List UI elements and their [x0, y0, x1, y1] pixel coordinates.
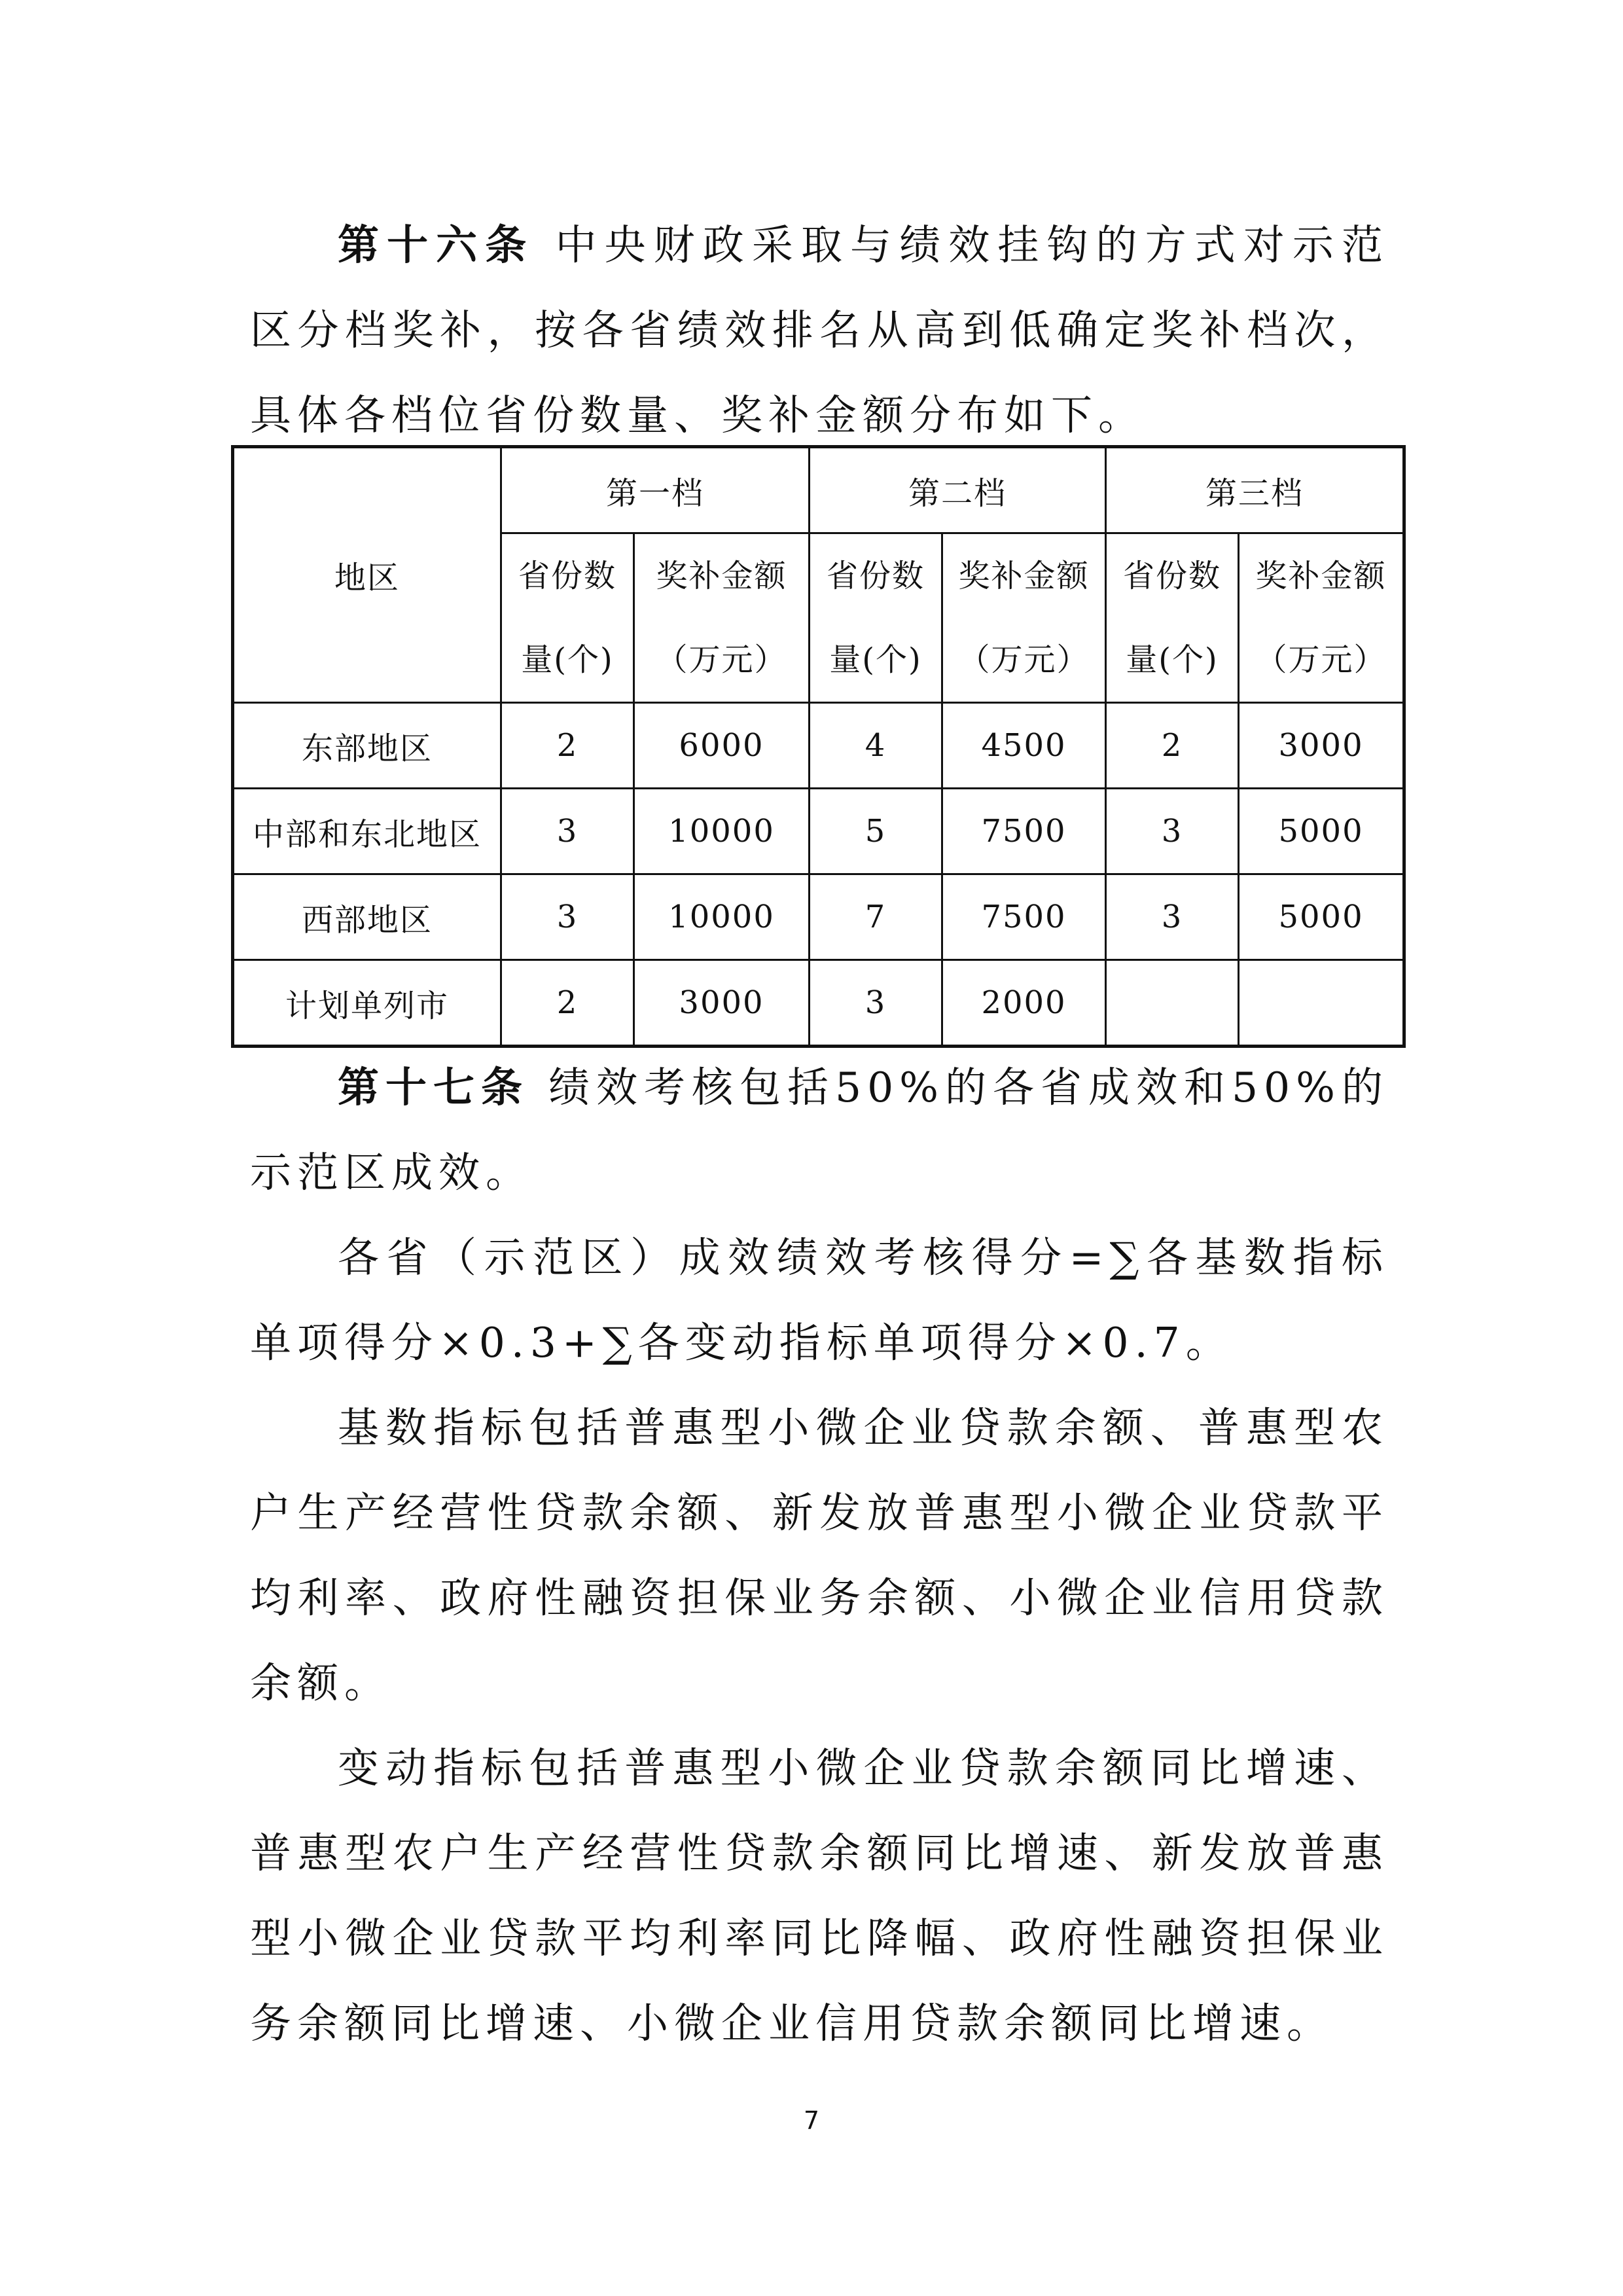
article-17-heading: 第十七条 — [338, 1064, 529, 1111]
tier-2-count-cell: 5 — [810, 789, 942, 874]
tier-1-count-cell: 2 — [501, 960, 634, 1047]
article-16-paragraph — [250, 203, 1389, 458]
table-row — [233, 703, 1404, 789]
tier-1-count-cell: 2 — [501, 703, 634, 789]
tier-2-amount-cell: 7500 — [942, 789, 1106, 874]
tier-3-amount-cell: 5000 — [1239, 789, 1404, 874]
tier-3-header: 第三档 — [1106, 447, 1404, 533]
tier-1-header: 第一档 — [501, 447, 810, 533]
table-row — [233, 874, 1404, 960]
table-header-row — [233, 447, 1404, 533]
page-number: 7 — [803, 2106, 820, 2135]
table-row — [233, 960, 1404, 1047]
article-17 — [250, 1045, 1389, 2066]
tier-3-count-cell: 2 — [1106, 703, 1239, 789]
table-row — [233, 789, 1404, 874]
region-header: 地区 — [233, 447, 501, 703]
article-16-body: 中央财政采取与绩效挂钩的方式对示范区分档奖补，按各省绩效排名从高到低确定奖补档次，具体各档位省份数量、奖补金额分布如下。 — [250, 221, 1389, 439]
tier-1-amount-header: 奖补金额 （万元） — [634, 533, 810, 703]
tier-1-count-header: 省份数 量(个) — [501, 533, 634, 703]
change-indicators-paragraph: 变动指标包括普惠型小微企业贷款余额同比增速、普惠型农户生产经营性贷款余额同比增速、新发放普惠型小微企业贷款平均利率同比降幅、政府性融资担保业务余额同比增速、小微企业信用贷款余额同比增速。 — [250, 1744, 1389, 2047]
tier-3-count-cell: 3 — [1106, 874, 1239, 960]
base-indicators-paragraph: 基数指标包括普惠型小微企业贷款余额、普惠型农户生产经营性贷款余额、新发放普惠型小微企业贷款平均利率、政府性融资担保业务余额、小微企业信用贷款余额。 — [250, 1404, 1389, 1707]
tier-2-amount-header: 奖补金额 （万元） — [942, 533, 1106, 703]
tier-2-count-cell: 7 — [810, 874, 942, 960]
tier-1-amount-cell: 10000 — [634, 789, 810, 874]
article-16 — [250, 203, 1389, 458]
tier-3-amount-cell: 3000 — [1239, 703, 1404, 789]
tier-1-amount-cell: 6000 — [634, 703, 810, 789]
tier-1-amount-cell: 3000 — [634, 960, 810, 1047]
tier-2-count-cell: 3 — [810, 960, 942, 1047]
tier-2-count-cell: 4 — [810, 703, 942, 789]
tier-3-amount-header: 奖补金额 （万元） — [1239, 533, 1404, 703]
region-cell: 西部地区 — [233, 874, 501, 960]
article-17-body: 绩效考核包括50%的各省成效和50%的示范区成效。 — [250, 1064, 1389, 1196]
tier-2-amount-cell: 4500 — [942, 703, 1106, 789]
score-formula-paragraph: 各省（示范区）成效绩效考核得分=∑各基数指标单项得分×0.3+∑各变动指标单项得分×0.7。 — [250, 1234, 1389, 1367]
tier-1-count-cell: 3 — [501, 874, 634, 960]
tier-3-count-header: 省份数 量(个) — [1106, 533, 1239, 703]
tier-3-count-cell — [1106, 960, 1239, 1047]
article-16-heading: 第十六条 — [338, 221, 535, 269]
region-cell: 计划单列市 — [233, 960, 501, 1047]
tier-2-amount-cell: 2000 — [942, 960, 1106, 1047]
tier-3-count-cell: 3 — [1106, 789, 1239, 874]
tier-2-amount-cell: 7500 — [942, 874, 1106, 960]
region-cell: 东部地区 — [233, 703, 501, 789]
tier-3-amount-cell: 5000 — [1239, 874, 1404, 960]
tier-1-count-cell: 3 — [501, 789, 634, 874]
tier-3-amount-cell — [1239, 960, 1404, 1047]
tier-2-count-header: 省份数 量(个) — [810, 533, 942, 703]
tier-1-amount-cell: 10000 — [634, 874, 810, 960]
article-17-paragraph — [250, 1045, 1389, 1215]
region-cell: 中部和东北地区 — [233, 789, 501, 874]
reward-tier-table — [231, 445, 1406, 1048]
tier-2-header: 第二档 — [810, 447, 1106, 533]
